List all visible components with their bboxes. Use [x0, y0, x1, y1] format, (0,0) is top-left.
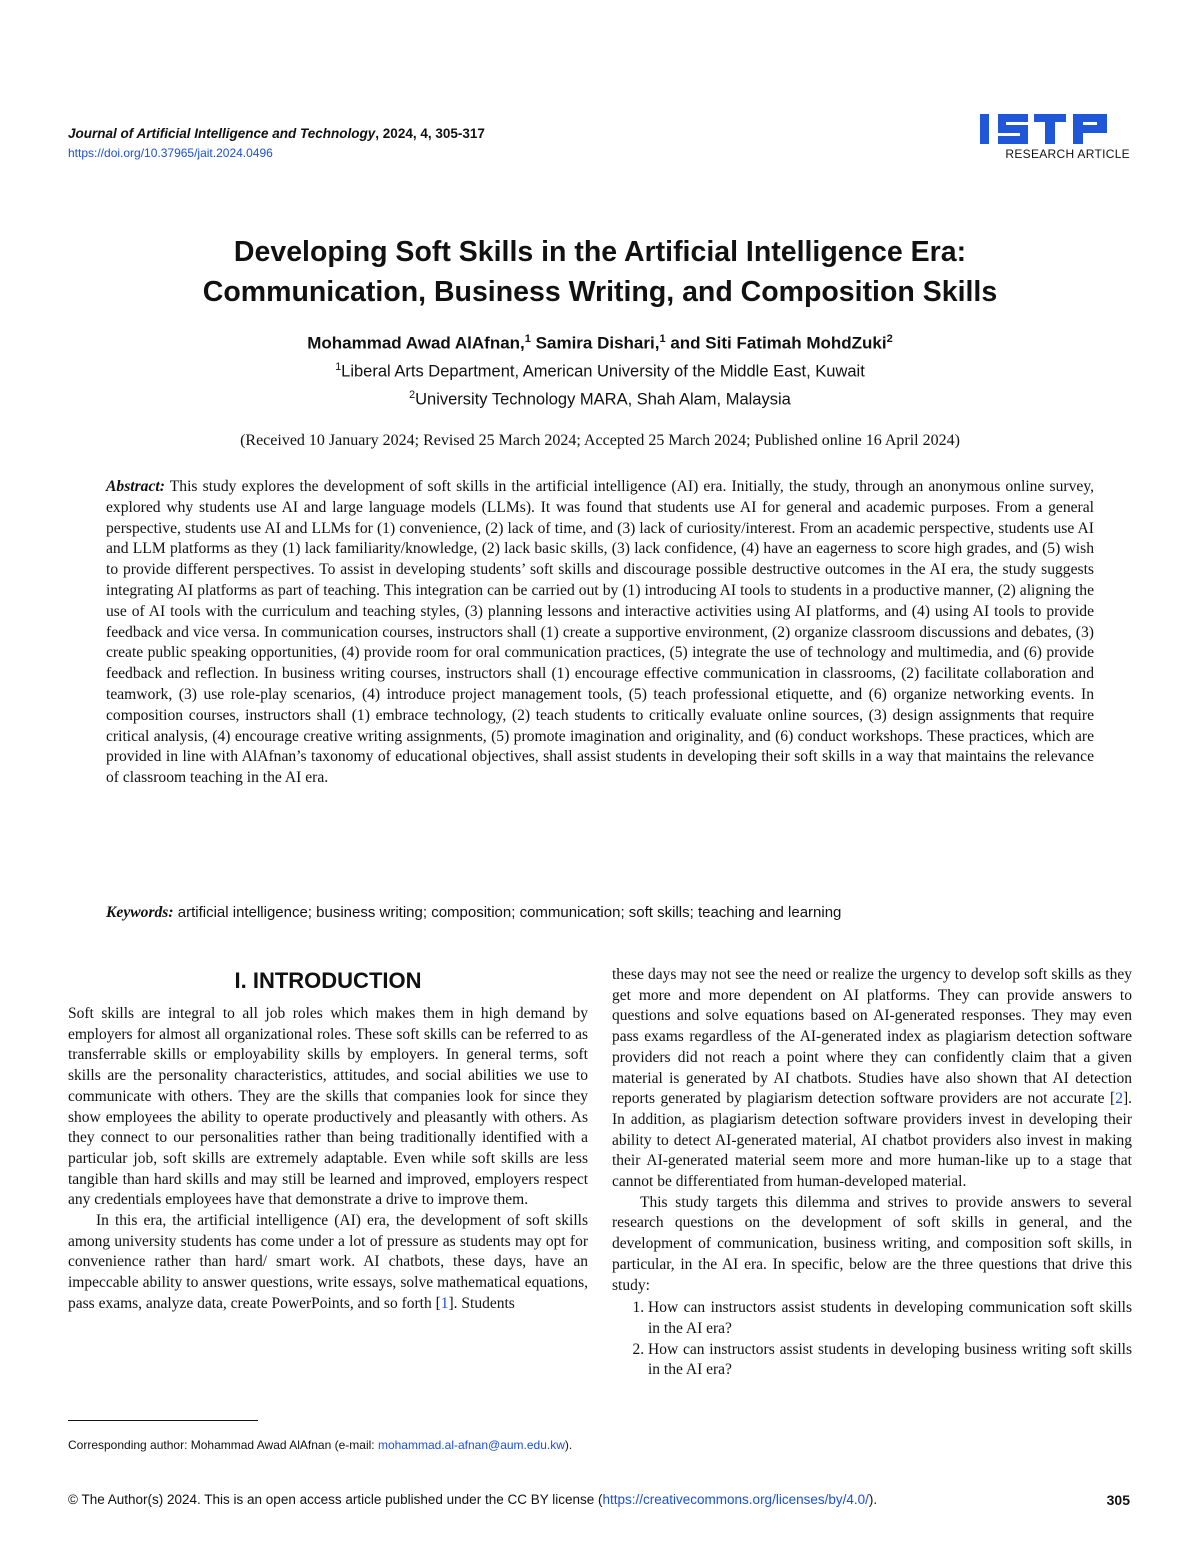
- research-question-2: 2. How can instructors assist students in developing business writing soft skills in the AI era?: [648, 1340, 1132, 1381]
- license-statement: [68, 1492, 877, 1507]
- author-3-affil: 2: [886, 333, 893, 345]
- footnote-divider: [68, 1420, 258, 1421]
- intro-paragraph-2-end: ]. Students: [448, 1294, 515, 1312]
- article-type: RESEARCH ARTICLE: [1005, 147, 1130, 161]
- intro-paragraph-3: [612, 965, 1132, 1193]
- paper-title: [80, 232, 1120, 312]
- author-list: [80, 333, 1120, 354]
- title-line-2: Communication, Business Writing, and Composition Skills: [202, 276, 998, 308]
- intro-paragraph-2: [68, 1211, 588, 1315]
- footnote-text: Corresponding author: Mohammad Awad AlAfnan (e-mail:: [68, 1438, 378, 1452]
- intro-paragraph-2-text: In this era, the artificial intelligence (AI) era, the development of soft skills among university students has come under a lot of pressure as students may opt for convenience rather than hard/ smart work. AI chatbots, these days, have an impeccable ability to answer questions, write essays, solve mathematical equations, pass exams, analyze data, create PowerPoints, and so forth [: [68, 1212, 588, 1312]
- keywords: [106, 904, 1094, 922]
- abstract-text: This study explores the development of soft skills in the artificial intelligence (AI) era. Initially, the study, through an anonymous online survey, explored why students use AI and large language models (LLMs). It was found that students use AI for general and academic purposes. From a general perspective, students use AI and LLMs for (1) convenience, (2) lack of time, and (3) lack of curiosity/interest. From an academic perspective, students use AI and LLM platforms as they (1) lack familiarity/knowledge, (2) lack basic skills, (3) lack confidence, (4) have an eagerness to score high grades, and (5) wish to provide different perspectives. To assist in developing students’ soft skills and discourage possible destructive outcomes in the AI era, the study suggests integrating AI platforms as part of teaching. This integration can be carried out by (1) introducing AI tools to students in a productive manner, (2) aligning the use of AI tools with the curriculum and teaching styles, (3) planning lessons and interactive activities using AI platforms, and (4) using AI tools to provide feedback and vice versa. In communication courses, instructors shall (1) create a supportive environment, (2) organize classroom discussions and debates, (3) create public speaking opportunities, (4) provide room for oral communication practices, (5) integrate the use of technology and multimedia, and (6) provide feedback and reflection. In business writing courses, instructors shall (1) encourage effective communication in classrooms, (2) facilitate collaboration and teamwork, (3) use role-play scenarios, (4) introduce project management tools, (5) teach professional etiquette, and (6) organize networking events. In composition courses, instructors shall (1) embrace technology, (2) teach students to critically evaluate online sources, (3) design assignments that require critical analysis, (4) encourage creative writing assignments, (5) promote imagination and originality, and (6) conduct workshops. These practices, which are provided in line with AlAfnan’s taxonomy of educational objectives, shall assist students in developing their soft skills in a way that maintains the relevance of classroom teaching in the AI era.: [106, 478, 1094, 787]
- research-questions: [612, 1298, 1132, 1381]
- publication-dates: (Received 10 January 2024; Revised 25 March 2024; Accepted 25 March 2024; Published online 16 April 2024): [240, 432, 960, 449]
- journal-volume-pages: , 2024, 4, 305-317: [375, 126, 485, 141]
- footnote-end: ).: [564, 1438, 573, 1452]
- author-2: Samira Dishari,: [530, 333, 660, 353]
- affiliation-1-text: Liberal Arts Department, American University of the Middle East, Kuwait: [341, 362, 865, 381]
- affiliation-2-text: University Technology MARA, Shah Alam, Malaysia: [415, 390, 791, 409]
- title-line-1: Developing Soft Skills in the Artificial Intelligence Era:: [233, 236, 967, 268]
- section-heading-introduction: I. INTRODUCTION: [234, 968, 422, 993]
- journal-name: Journal of Artificial Intelligence and Technology: [68, 126, 376, 141]
- column-left: [68, 968, 588, 1315]
- license-text: © The Author(s) 2024. This is an open access article published under the CC BY license (: [68, 1492, 603, 1507]
- column-right: [612, 965, 1132, 1381]
- corresponding-author-footnote: [68, 1437, 588, 1454]
- intro-paragraph-3-end: ]. In addition, as plagiarism detection software providers invest in developing their ability to detect AI-generated material, AI chatbot providers also invest in making their AI-generated material seem more and more human-like up to a stage that cannot be differentiated from human-developed material.: [612, 1090, 1132, 1191]
- abstract: [106, 477, 1094, 789]
- journal-citation: [68, 126, 485, 141]
- reference-link-2[interactable]: 2: [1115, 1090, 1123, 1108]
- keywords-text: artificial intelligence; business writing; composition; communication; soft skills; teaching and learning: [173, 904, 842, 921]
- abstract-label: Abstract:: [106, 478, 165, 495]
- intro-paragraph-4: This study targets this dilemma and strives to provide answers to several research questions on the development of soft skills in general, and the development of communication, business writing, and composition soft skills, in particular, in the AI era. In specific, below are the three questions that drive this study:: [612, 1193, 1132, 1294]
- intro-paragraph-1: Soft skills are integral to all job roles which makes them in high demand by employers for almost all organizational roles. These soft skills can be referred to as transferrable skills or employability skills by employers. In general terms, soft skills are the personality characteristics, attitudes, and social abilities we use to communicate with others. They are the skills that companies look for since they show employees the ability to operate productively and pleasantly with others. As they connect to our personalities rather than being traditionally identified with a particular job, soft skills are extremely adaptable. Even while soft skills are less tangible than hard skills and may still be learned and improved, employers respect any credentials employees have that demonstrate a drive to improve them.: [68, 1005, 588, 1209]
- page-number: 305: [1106, 1492, 1130, 1508]
- author-1: Mohammad Awad AlAfnan,: [307, 333, 525, 353]
- istp-logo: [978, 110, 1130, 150]
- affiliation-2-marker: 2: [409, 389, 416, 401]
- doi-link[interactable]: https://doi.org/10.37965/jait.2024.0496: [68, 146, 273, 160]
- affiliation-2: [80, 389, 1120, 410]
- keywords-label: Keywords:: [106, 904, 174, 921]
- author-1-affil: 1: [524, 333, 531, 345]
- license-end: ).: [868, 1492, 878, 1507]
- author-2-affil: 1: [659, 333, 666, 345]
- affiliation-1: [80, 361, 1120, 382]
- license-link[interactable]: https://creativecommons.org/licenses/by/4.0/: [602, 1492, 869, 1507]
- author-3: and Siti Fatimah MohdZuki: [665, 333, 887, 353]
- intro-paragraph-3-text: these days may not see the need or realize the urgency to develop soft skills as they get more and more dependent on AI platforms. They can provide answers to questions and solve equations based on AI-generated responses. They may even pass exams regardless of the AI-generated index as plagiarism detection software providers did not reach a point where they can confidently claim that a given material is generated by AI chatbots. Studies have also shown that AI detection reports generated by plagiarism detection software providers are not accurate [: [612, 966, 1132, 1108]
- affiliation-1-marker: 1: [335, 361, 342, 373]
- research-question-1: 1. How can instructors assist students in developing communication soft skills in the AI era?: [648, 1298, 1132, 1339]
- author-email-link[interactable]: mohammad.al-afnan@aum.edu.kw: [377, 1438, 565, 1452]
- reference-link-1[interactable]: 1: [440, 1294, 449, 1312]
